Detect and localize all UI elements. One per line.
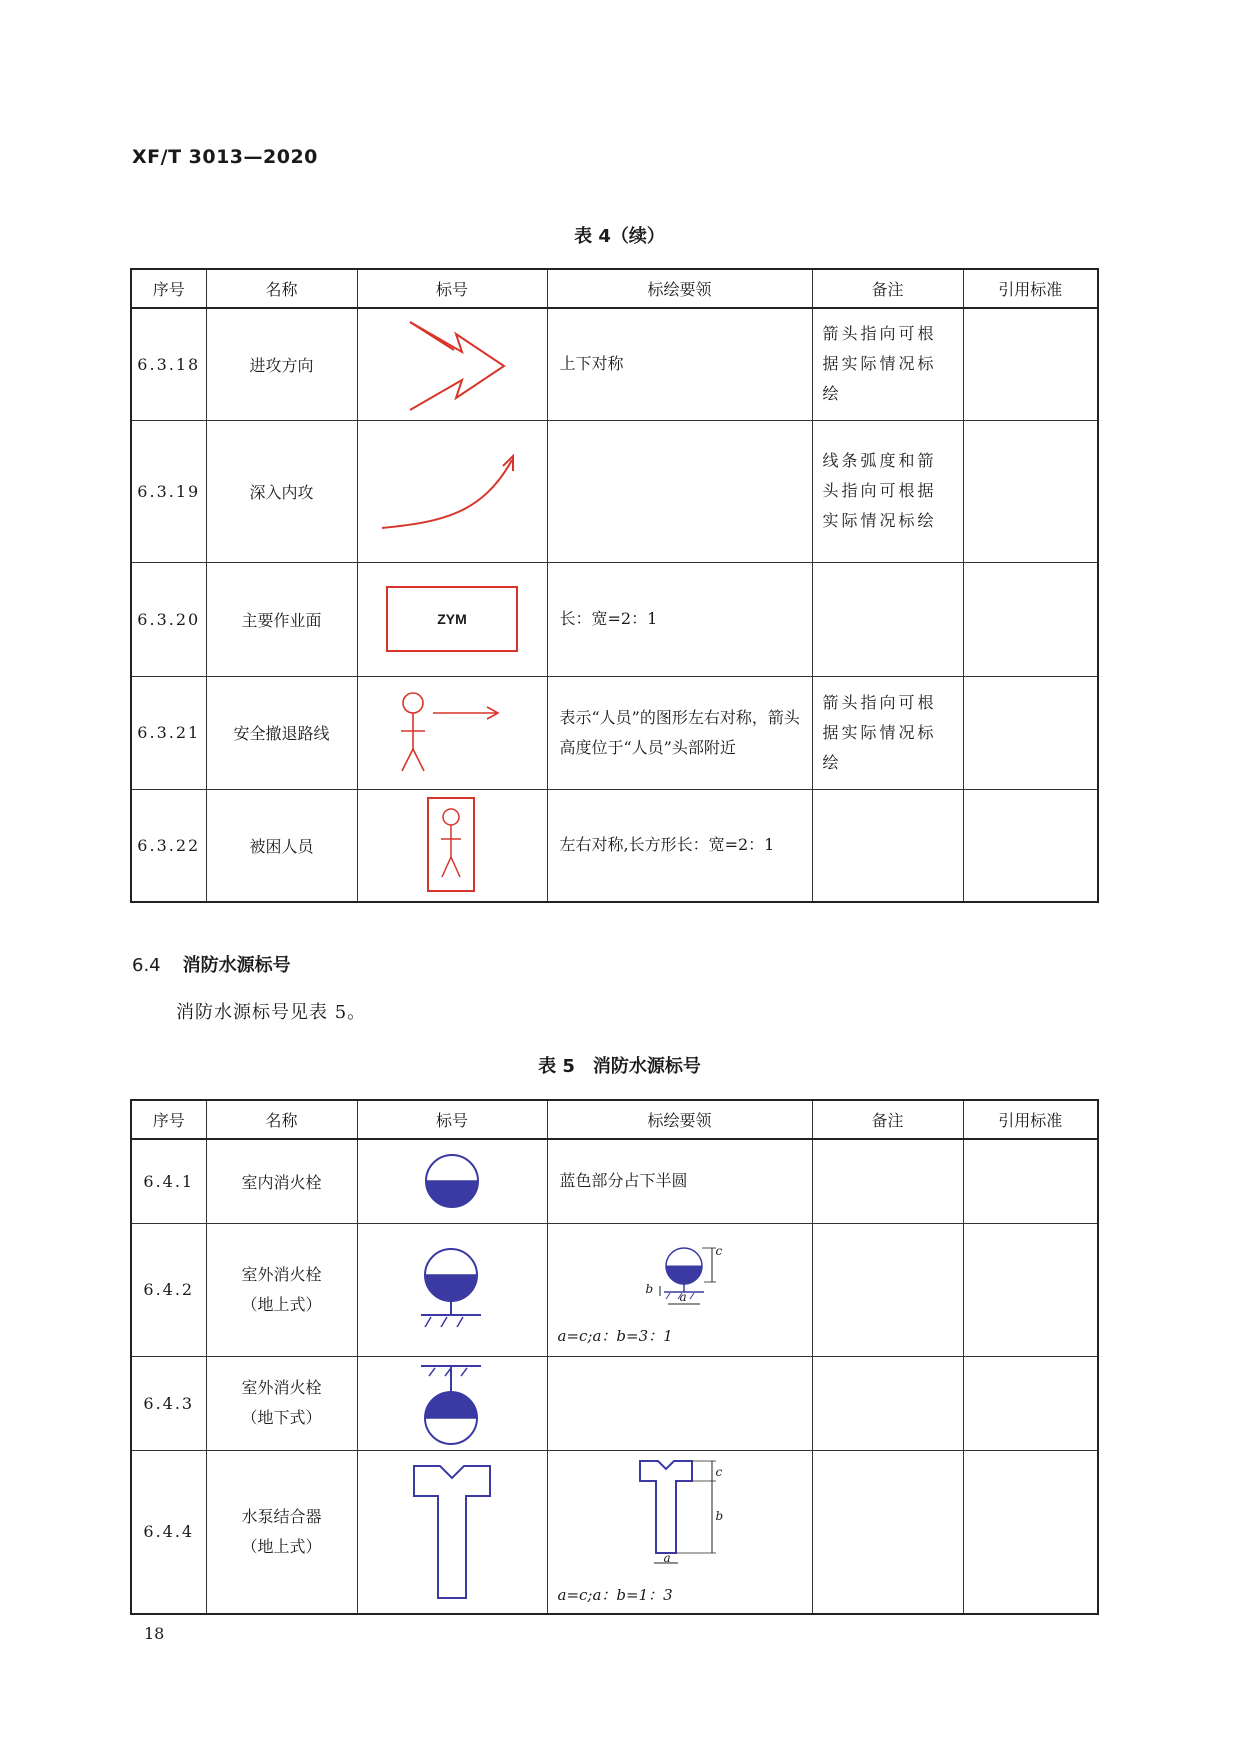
row-name: 室内消火栓 — [206, 1139, 357, 1223]
row-number: 6.4.4 — [131, 1450, 206, 1614]
col-header-note: 备注 — [812, 269, 963, 308]
row-name: 室外消火栓 （地下式） — [206, 1356, 357, 1450]
row-method: 左右对称,长方形长：宽=2：1 — [547, 789, 812, 902]
row-note — [812, 1356, 963, 1450]
section-title: 消防水源标号 — [182, 955, 291, 976]
row-ref — [963, 420, 1098, 562]
col-header-name: 名称 — [206, 269, 357, 308]
symbol-cell — [357, 420, 547, 562]
col-header-ref: 引用标准 — [963, 269, 1098, 308]
row-number: 6.4.2 — [131, 1223, 206, 1356]
dimension-label-c: c — [715, 1464, 723, 1479]
row-name: 被困人员 — [206, 789, 357, 902]
row-name: 安全撤退路线 — [206, 676, 357, 789]
table-row — [131, 1223, 1098, 1356]
symbol-cell — [357, 562, 547, 676]
dimension-label-a: a — [663, 1550, 671, 1565]
main-work-face-icon — [386, 586, 518, 652]
table-row — [131, 789, 1098, 902]
row-number: 6.3.20 — [131, 562, 206, 676]
row-ref — [963, 676, 1098, 789]
row-note — [812, 562, 963, 676]
row-note: 箭头指向可根据实际情况标绘 — [812, 676, 963, 789]
row-ref — [963, 789, 1098, 902]
page-number: 18 — [144, 1624, 165, 1643]
col-header-seq: 序号 — [131, 1100, 206, 1139]
row-ref — [963, 1450, 1098, 1614]
dimension-label-a: a — [679, 1289, 687, 1304]
table-row — [131, 420, 1098, 562]
section-number: 6.4 — [132, 955, 161, 976]
col-header-method: 标绘要领 — [547, 269, 812, 308]
row-name: 水泵结合器 （地上式） — [206, 1450, 357, 1614]
row-number: 6.3.22 — [131, 789, 206, 902]
col-header-symbol: 标号 — [357, 269, 547, 308]
table5-caption: 表 5 消防水源标号 — [538, 1056, 701, 1077]
row-name: 进攻方向 — [206, 308, 357, 420]
row-method: 表示“人员”的图形左右对称，箭头高度位于“人员”头部附近 — [547, 676, 812, 789]
symbol-cell — [357, 1223, 547, 1356]
safe-evacuation-route-icon — [397, 691, 507, 775]
table-row — [131, 1450, 1098, 1614]
row-method: 蓝色部分占下半圆 — [547, 1139, 812, 1223]
row-note: 箭头指向可根据实际情况标绘 — [812, 308, 963, 420]
row-method — [547, 1223, 812, 1356]
col-header-ref: 引用标准 — [963, 1100, 1098, 1139]
outdoor-hydrant-underground-icon — [417, 1360, 487, 1446]
dimension-label-c: c — [715, 1243, 723, 1258]
symbol-text: ZYM — [437, 611, 467, 627]
pump-connector-icon — [410, 1462, 494, 1602]
row-number: 6.3.21 — [131, 676, 206, 789]
row-ref — [963, 1223, 1098, 1356]
table-4 — [130, 268, 1099, 903]
row-number: 6.3.18 — [131, 308, 206, 420]
deep-attack-icon — [372, 446, 532, 536]
symbol-cell — [357, 1356, 547, 1450]
symbol-cell — [357, 676, 547, 789]
row-number: 6.4.1 — [131, 1139, 206, 1223]
table-row — [131, 1356, 1098, 1450]
symbol-cell — [357, 1139, 547, 1223]
row-note — [812, 789, 963, 902]
dimension-label-b: b — [645, 1281, 654, 1296]
col-header-seq: 序号 — [131, 269, 206, 308]
row-ref — [963, 308, 1098, 420]
table-row — [131, 676, 1098, 789]
row-note — [812, 1223, 963, 1356]
row-note — [812, 1450, 963, 1614]
symbol-cell — [357, 308, 547, 420]
symbol-cell — [357, 1450, 547, 1614]
row-name: 室外消火栓 （地上式） — [206, 1223, 357, 1356]
attack-direction-icon — [392, 316, 512, 412]
row-name: 深入内攻 — [206, 420, 357, 562]
dimension-label-b: b — [715, 1508, 724, 1523]
pump-dimension-diagram — [634, 1457, 754, 1573]
col-header-symbol: 标号 — [357, 1100, 547, 1139]
row-ref — [963, 1139, 1098, 1223]
table-row — [131, 308, 1098, 420]
table-row — [131, 1139, 1098, 1223]
trapped-person-icon — [426, 795, 478, 895]
row-note — [812, 1139, 963, 1223]
row-method — [547, 1450, 812, 1614]
dimension-formula: a=c;a：b=1：3 — [557, 1586, 673, 1604]
row-ref — [963, 1356, 1098, 1450]
symbol-cell — [357, 789, 547, 902]
row-method — [547, 420, 812, 562]
col-header-method: 标绘要领 — [547, 1100, 812, 1139]
section-paragraph: 消防水源标号见表 5。 — [176, 1002, 367, 1023]
dimension-formula: a=c;a：b=3：1 — [557, 1326, 673, 1345]
col-header-note: 备注 — [812, 1100, 963, 1139]
table4-caption: 表 4（续） — [574, 226, 665, 247]
indoor-hydrant-icon — [422, 1151, 482, 1211]
document-code: XF/T 3013—2020 — [132, 146, 318, 168]
table-row — [131, 562, 1098, 676]
row-name: 主要作业面 — [206, 562, 357, 676]
row-number: 6.4.3 — [131, 1356, 206, 1450]
outdoor-hydrant-above-ground-icon — [417, 1245, 487, 1335]
section-heading — [132, 951, 291, 977]
row-method: 上下对称 — [547, 308, 812, 420]
row-method: 长：宽=2：1 — [547, 562, 812, 676]
row-ref — [963, 562, 1098, 676]
row-method — [547, 1356, 812, 1450]
table-5 — [130, 1099, 1099, 1615]
col-header-name: 名称 — [206, 1100, 357, 1139]
row-number: 6.3.19 — [131, 420, 206, 562]
row-note: 线条弧度和箭头指向可根据实际情况标绘 — [812, 420, 963, 562]
